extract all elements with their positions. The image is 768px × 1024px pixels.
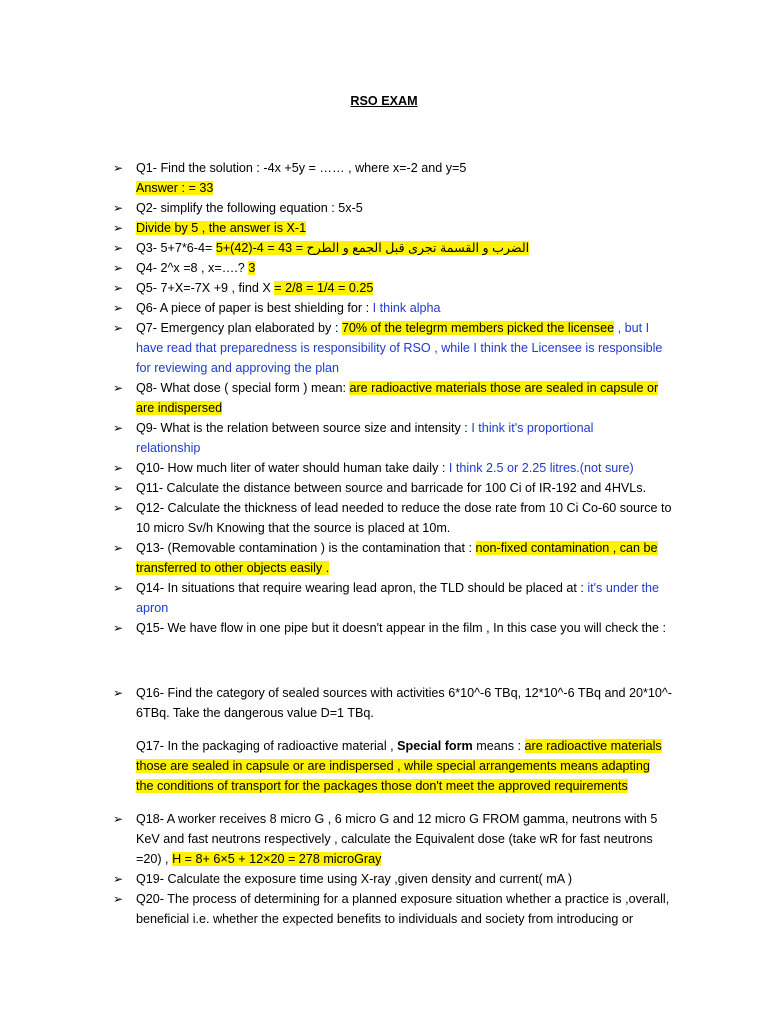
bullet-icon: ➢ bbox=[113, 201, 124, 215]
question-q11: Q11- Calculate the distance between source and barricade for 100 Ci of IR-192 and 4HVLs. bbox=[136, 481, 647, 495]
question-q3: Q3- 5+7*6-4= 5+(42)-4 = 43 = الضرب و القسمة تجرى قبل الجمع و الطرح bbox=[136, 241, 530, 255]
bullet-icon: ➢ bbox=[113, 621, 124, 635]
bullet-icon: ➢ bbox=[113, 812, 124, 826]
bullet-icon: ➢ bbox=[113, 261, 124, 275]
answer-q17-line3: the conditions of transport for the packages those don't meet the approved requirements bbox=[136, 779, 628, 793]
page-title: RSO EXAM bbox=[350, 94, 418, 108]
question-q20-line2: beneficial i.e. whether the expected benefits to individuals and society from introducing or bbox=[136, 912, 634, 926]
question-q15: Q15- We have flow in one pipe but it doesn't appear in the film , In this case you will check the : bbox=[136, 621, 666, 635]
question-q14: Q14- In situations that require wearing lead apron, the TLD should be placed at : it's under the bbox=[136, 581, 660, 595]
answer-q7-line3: for reviewing and approving the plan bbox=[136, 361, 340, 375]
bullet-icon: ➢ bbox=[113, 221, 124, 235]
question-q12: Q12- Calculate the thickness of lead needed to reduce the dose rate from 10 Ci Co-60 source to bbox=[136, 501, 672, 515]
question-q1: Q1- Find the solution : -4x +5y = …… , where x=-2 and y=5 bbox=[136, 161, 467, 175]
question-q19: Q19- Calculate the exposure time using X-ray ,given density and current( mA ) bbox=[136, 872, 573, 886]
question-q12-line2: 10 micro Sv/h Knowing that the source is placed at 10m. bbox=[136, 521, 451, 535]
bullet-icon: ➢ bbox=[113, 686, 124, 700]
question-q9: Q9- What is the relation between source size and intensity : I think it's proportional bbox=[136, 421, 594, 435]
answer-q2: Divide by 5 , the answer is X-1 bbox=[136, 221, 307, 235]
bullet-icon: ➢ bbox=[113, 581, 124, 595]
question-q5: Q5- 7+X=-7X +9 , find X = 2/8 = 1/4 = 0.25 bbox=[136, 281, 374, 295]
question-q17: Q17- In the packaging of radioactive material , Special form means : are radioactive materials bbox=[136, 739, 662, 753]
question-q16: Q16- Find the category of sealed sources with activities 6*10^-6 TBq, 12*10^-6 TBq and 20*10^- bbox=[136, 686, 673, 700]
bullet-icon: ➢ bbox=[113, 421, 124, 435]
question-q18-line3: =20) , H = 8+ 6×5 + 12×20 = 278 microGray bbox=[136, 852, 382, 866]
question-q20: Q20- The process of determining for a planned exposure situation whether a practice is ,overall, bbox=[136, 892, 670, 906]
bullet-icon: ➢ bbox=[113, 872, 124, 886]
bullet-icon: ➢ bbox=[113, 892, 124, 906]
answer-q7-line2: have read that preparedness is responsibility of RSO , while I think the Licensee is responsible bbox=[136, 341, 663, 355]
answer-q1: Answer : = 33 bbox=[136, 181, 214, 195]
question-q2: Q2- simplify the following equation : 5x-5 bbox=[136, 201, 363, 215]
question-q16-line2: 6TBq. Take the dangerous value D=1 TBq. bbox=[136, 706, 374, 720]
question-q10: Q10- How much liter of water should human take daily : I think 2.5 or 2.25 litres.(not sure) bbox=[136, 461, 634, 475]
question-q18-line2: KeV and fast neutrons respectively , calculate the Equivalent dose (take wR for fast neutrons bbox=[136, 832, 653, 846]
bullet-icon: ➢ bbox=[113, 321, 124, 335]
question-q6: Q6- A piece of paper is best shielding for : I think alpha bbox=[136, 301, 441, 315]
bullet-icon: ➢ bbox=[113, 541, 124, 555]
bullet-icon: ➢ bbox=[113, 281, 124, 295]
answer-q13-line2: transferred to other objects easily . bbox=[136, 561, 330, 575]
bullet-icon: ➢ bbox=[113, 501, 124, 515]
bullet-icon: ➢ bbox=[113, 161, 124, 175]
question-q7: Q7- Emergency plan elaborated by : 70% of the telegrm members picked the licensee , but I bbox=[136, 321, 650, 335]
answer-q9-line2: relationship bbox=[136, 441, 201, 455]
answer-q14-line2: apron bbox=[136, 601, 169, 615]
question-q13: Q13- (Removable contamination ) is the contamination that : non-fixed contamination , can be bbox=[136, 541, 658, 555]
bullet-icon: ➢ bbox=[113, 381, 124, 395]
answer-q8-line2: are indispersed bbox=[136, 401, 223, 415]
bullet-icon: ➢ bbox=[113, 481, 124, 495]
bullet-icon: ➢ bbox=[113, 301, 124, 315]
question-q8: Q8- What dose ( special form ) mean: are radioactive materials those are sealed in capsule or bbox=[136, 381, 659, 395]
bullet-icon: ➢ bbox=[113, 241, 124, 255]
question-q18: Q18- A worker receives 8 micro G , 6 micro G and 12 micro G FROM gamma, neutrons with 5 bbox=[136, 812, 658, 826]
bullet-icon: ➢ bbox=[113, 461, 124, 475]
answer-q17-line2: those are sealed in capsule or are indispersed , while special arrangements means adapting bbox=[136, 759, 650, 773]
question-q4: Q4- 2^x =8 , x=….? 3 bbox=[136, 261, 256, 275]
